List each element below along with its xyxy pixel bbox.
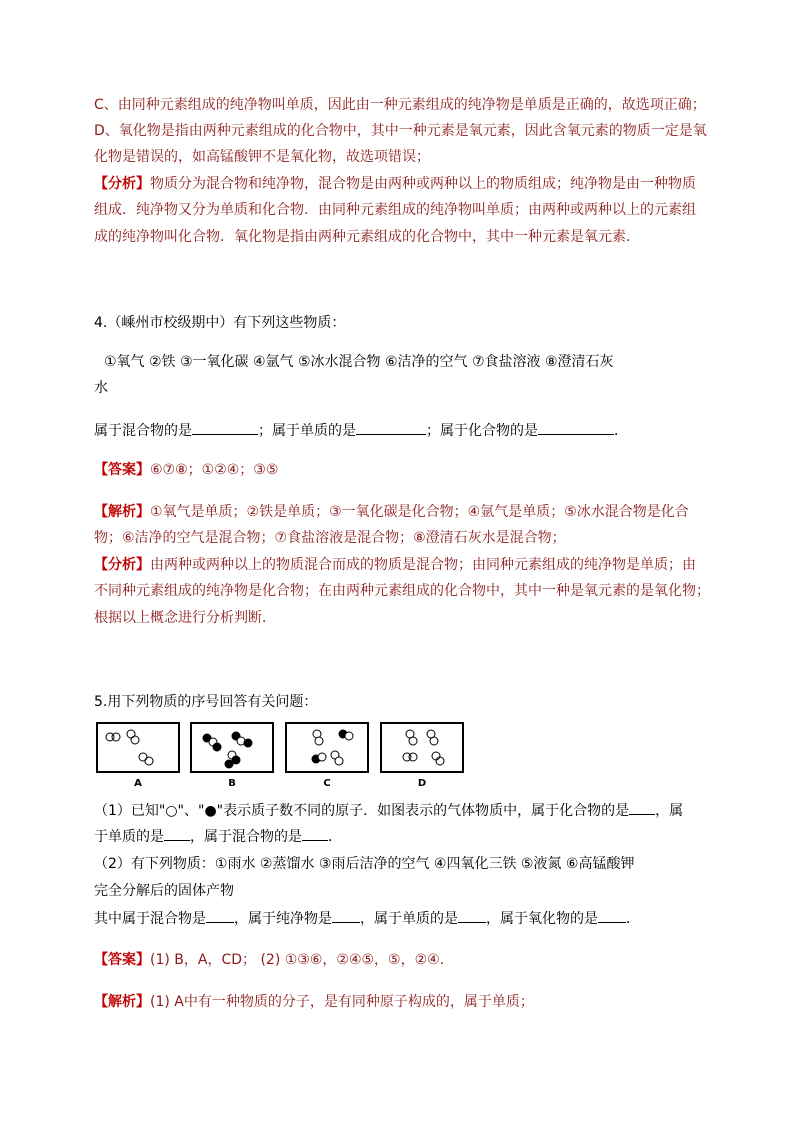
box-c-diagram — [287, 724, 367, 771]
analysis-text: 由两种或两种以上的物质混合而成的物质是混合物；由同种元素组成的纯净物是单质；由 — [150, 557, 696, 573]
q5-part1-text: （1）已知"○"、"●"表示质子数不同的原子．如图表示的气体物质中，属于化合物的是 — [94, 803, 630, 819]
q5-part2-dot: ． — [626, 911, 640, 927]
explain-text: (1) A中有一种物质的分子，是有同种原子构成的，属于单质； — [150, 994, 534, 1010]
box-a-diagram — [98, 724, 178, 771]
box-label-b: B — [228, 778, 236, 789]
blank-compound[interactable] — [538, 420, 614, 435]
blank-mixture[interactable] — [302, 826, 328, 841]
analysis-tag: 【分析】 — [94, 557, 150, 573]
q4-answer — [94, 460, 278, 480]
molecule-box-d — [380, 722, 464, 773]
q5-part1-line1 — [94, 800, 683, 821]
fill-prompt-compound: ；属于化合物的是 — [426, 423, 538, 439]
q3-analysis-line2: 组成．纯净物又分为单质和化合物．由同种元素组成的纯净物叫单质；由两种或两种以上的元素组 — [94, 202, 696, 218]
answer-tag: 【答案】 — [94, 462, 150, 478]
blank-oxide[interactable] — [598, 908, 626, 923]
blank-mixture[interactable] — [206, 908, 234, 923]
q5-part2-pure: ，属于纯净物是 — [234, 911, 332, 927]
box-label-a: A — [134, 778, 142, 789]
q5-part2-line1: （2）有下列物质：①雨水 ②蒸馏水 ③雨后洁净的空气 ④四氧化三铁 ⑤液氮 ⑥高锰酸钾 — [94, 856, 635, 872]
molecule-box-c — [285, 722, 369, 773]
q3-analysis — [94, 174, 696, 194]
q4-analysis-line2: 不同种元素组成的纯净物是化合物；在由两种元素组成的化合物中，其中一种是氧元素的是氧化物； — [94, 583, 710, 599]
q5-title: 5.用下列物质的序号回答有关问题： — [94, 694, 318, 710]
blank-element[interactable] — [458, 908, 486, 923]
molecule-box-b — [190, 722, 274, 773]
box-d-diagram — [382, 724, 462, 771]
q4-items-line2: 水 — [94, 380, 108, 396]
explain-tag: 【解析】 — [94, 504, 150, 520]
box-label-c: C — [323, 778, 331, 789]
q5-part1-dot: ． — [328, 829, 342, 845]
molecule-box-a — [96, 722, 180, 773]
q5-part1-element: 于单质的是 — [94, 829, 164, 845]
q3-option-c: C、由同种元素组成的纯净物叫单质，因此由一种元素组成的纯净物是单质是正确的，故选项正确； — [94, 97, 706, 113]
analysis-text: 物质分为混合物和纯净物，混合物是由两种或两种以上的物质组成；纯净物是由一种物质 — [150, 176, 696, 192]
q5-part1-end: ，属 — [655, 803, 684, 819]
fill-prompt-mixture: 属于混合物的是 — [94, 423, 192, 439]
box-label-d: D — [417, 778, 427, 789]
answer-text: ⑥⑦⑧；①②④；③⑤ — [150, 462, 279, 478]
q5-part1-line2 — [94, 826, 342, 847]
q3-option-d-line2: 化物是错误的，如高锰酸钾不是氧化物，故选项错误； — [94, 149, 430, 165]
q5-answer — [94, 950, 454, 970]
q4-analysis-line3: 根据以上概念进行分析判断． — [94, 610, 276, 626]
fill-end: ． — [614, 423, 628, 439]
q4-fill-line — [94, 420, 628, 441]
q5-explain — [94, 992, 534, 1012]
blank-element[interactable] — [356, 420, 426, 435]
q5-part2-line3 — [94, 908, 640, 929]
q5-part2-line2: 完全分解后的固体产物 — [94, 883, 234, 899]
box-b-diagram — [192, 724, 272, 771]
q3-option-d-line1: D、氧化物是指由两种元素组成的化合物中，其中一种元素是氧元素，因此含氧元素的物质一定是氧 — [94, 123, 707, 139]
q5-part2-element: ，属于单质的是 — [360, 911, 458, 927]
q4-explain-line2: 物；⑥洁净的空气是混合物；⑦食盐溶液是混合物；⑧澄清石灰水是混合物； — [94, 530, 566, 546]
analysis-tag: 【分析】 — [94, 176, 150, 192]
blank-pure[interactable] — [332, 908, 360, 923]
blank-compound[interactable] — [629, 800, 655, 815]
explain-text: ①氧气是单质；②铁是单质；③一氧化碳是化合物；④氩气是单质；⑤冰水混合物是化合 — [150, 504, 689, 520]
q5-part2-oxide: ，属于氧化物的是 — [486, 911, 598, 927]
q5-part2-mixture: 其中属于混合物是 — [94, 911, 206, 927]
q5-part1-mixture: ，属于混合物的是 — [190, 829, 302, 845]
blank-element[interactable] — [164, 826, 190, 841]
q3-analysis-line3: 成的纯净物叫化合物．氧化物是指由两种元素组成的化合物中，其中一种元素是氧元素． — [94, 229, 640, 245]
q4-items-line1: ①氧气 ②铁 ③一氧化碳 ④氩气 ⑤冰水混合物 ⑥洁净的空气 ⑦食盐溶液 ⑧澄清石灰 — [104, 354, 614, 370]
explain-tag: 【解析】 — [94, 994, 150, 1010]
q4-explain — [94, 502, 689, 522]
answer-tag: 【答案】 — [94, 952, 150, 968]
q4-title: 4.（嵊州市校级期中）有下列这些物质： — [94, 315, 346, 331]
blank-mixture[interactable] — [192, 420, 258, 435]
q4-analysis — [94, 555, 696, 575]
answer-text: (1) B，A，CD； (2) ①③⑥，②④⑤，⑤，②④． — [150, 952, 454, 968]
fill-prompt-element: ；属于单质的是 — [258, 423, 356, 439]
